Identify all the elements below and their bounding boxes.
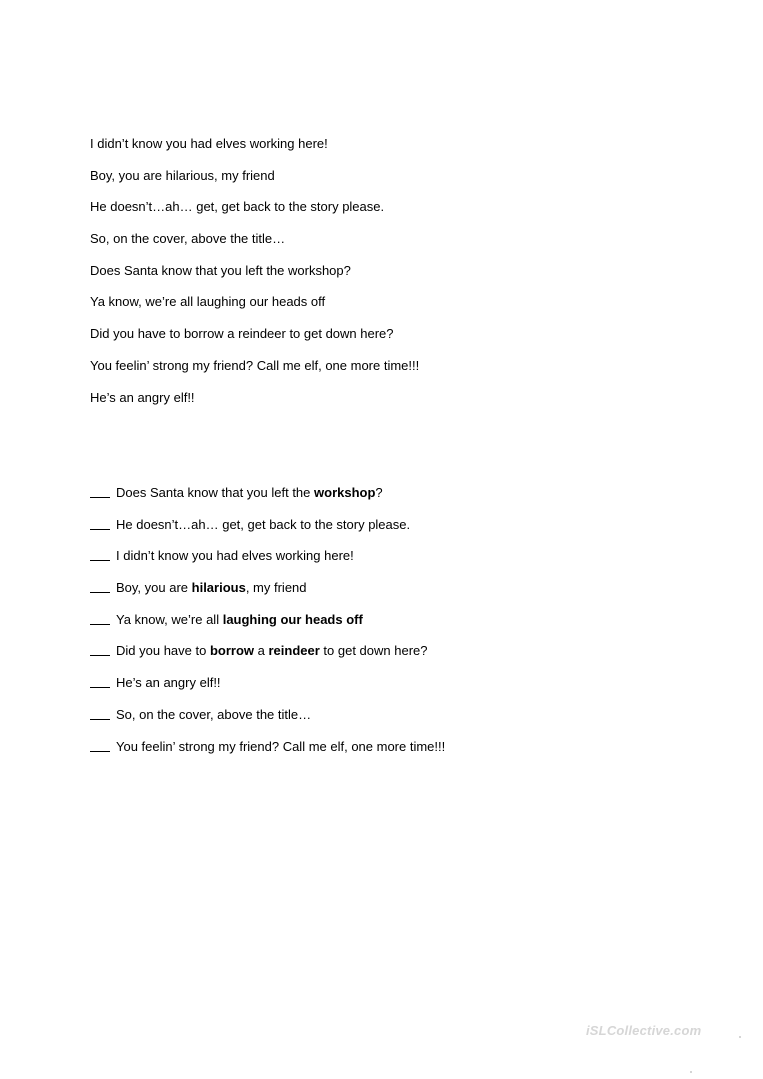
answer-blank[interactable] (90, 675, 110, 688)
quote-item: I didn’t know you had elves working here! (90, 136, 328, 151)
matching-item (90, 547, 445, 565)
sentence-part: Does Santa know that you left the (116, 485, 315, 500)
sentence-part: I didn’t know you had elves working here! (116, 548, 354, 564)
quote-item: Boy, you are hilarious, my friend (90, 167, 275, 183)
matching-item (90, 738, 445, 756)
matching-sentence (116, 642, 428, 660)
answer-blank[interactable] (90, 548, 110, 561)
sentence-part: Did you have to (116, 643, 210, 659)
sentence-part: Ya know, we’re all (116, 611, 223, 627)
matching-item (90, 706, 445, 724)
matching-item (90, 484, 445, 502)
matching-sentence (116, 706, 311, 724)
keyword-bold: hilarious (191, 580, 246, 596)
quote-item: He’s an angry elf!! (90, 389, 195, 405)
matching-sentence (116, 674, 221, 692)
quote-item: He doesn’t…ah… get, get back to the story please. (90, 199, 385, 215)
quote-item: Did you have to borrow a reindeer to get down here? (90, 326, 394, 342)
matching-item (90, 611, 445, 629)
keyword-bold: laughing our heads off (222, 611, 363, 627)
decorative-dot (690, 1071, 692, 1073)
quote-item: Does Santa know that you left the workshop? (90, 262, 351, 278)
sentence-part: to get down here? (319, 643, 428, 659)
quote-item: You feelin’ strong my friend? Call me elf, one more time!!! (90, 357, 420, 373)
quote-item: So, on the cover, above the title… (90, 231, 286, 247)
sentence-part: a (254, 643, 269, 659)
matching-sentence (116, 547, 354, 565)
sentence-part: ? (375, 485, 383, 500)
keyword-bold: reindeer (268, 643, 320, 659)
answer-blank[interactable] (90, 739, 110, 752)
quote-list (90, 135, 419, 420)
keyword-bold: workshop (314, 485, 376, 500)
matching-sentence (116, 516, 410, 534)
matching-item (90, 642, 445, 660)
answer-blank[interactable] (90, 485, 110, 498)
matching-sentence (116, 738, 445, 756)
matching-item (90, 579, 445, 597)
sentence-part: So, on the cover, above the title… (116, 706, 312, 722)
sentence-part: He’s an angry elf!! (116, 675, 221, 691)
matching-exercise-list (90, 484, 445, 769)
answer-blank[interactable] (90, 612, 110, 625)
quote-item: Ya know, we’re all laughing our heads off (90, 294, 326, 310)
sentence-part: , my friend (245, 580, 307, 596)
matching-item (90, 516, 445, 534)
matching-sentence (116, 579, 307, 597)
answer-blank[interactable] (90, 580, 110, 593)
matching-sentence (116, 611, 363, 629)
decorative-dot (739, 1036, 741, 1038)
answer-blank[interactable] (90, 707, 110, 720)
keyword-bold: borrow (209, 643, 255, 659)
sentence-part: Boy, you are (116, 580, 192, 596)
sentence-part: You feelin’ strong my friend? Call me elf, one more time!!! (116, 738, 446, 754)
watermark-text: iSLCollective.com (586, 1023, 702, 1038)
matching-sentence (116, 484, 383, 502)
answer-blank[interactable] (90, 643, 110, 656)
answer-blank[interactable] (90, 517, 110, 530)
matching-item (90, 674, 445, 692)
sentence-part: He doesn’t…ah… get, get back to the story please. (116, 516, 411, 532)
